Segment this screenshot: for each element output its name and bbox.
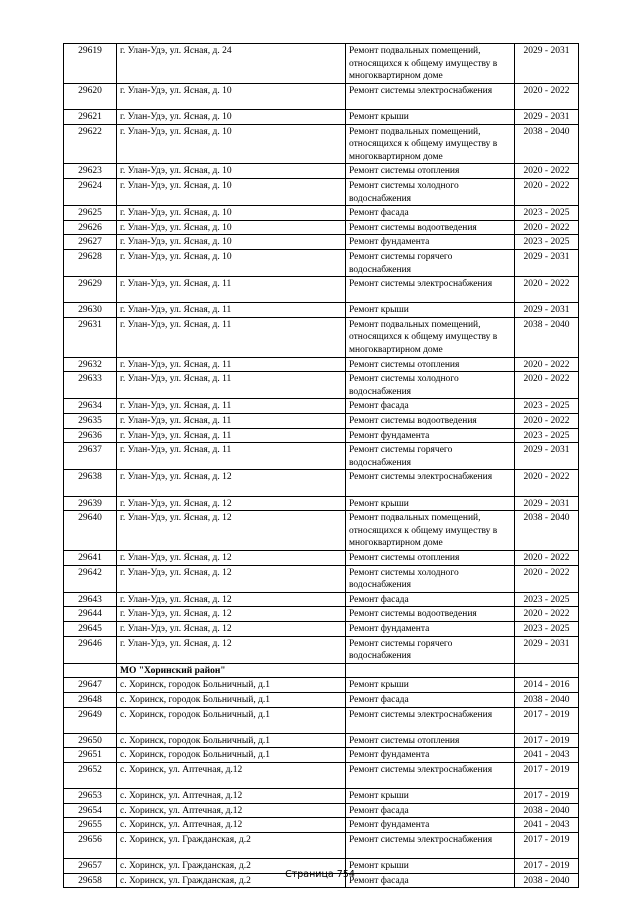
row-address: г. Улан-Удэ, ул. Ясная, д. 10: [117, 178, 346, 205]
row-address: г. Улан-Удэ, ул. Ясная, д. 12: [117, 511, 346, 551]
row-number: 29620: [64, 83, 117, 109]
row-number: 29654: [64, 803, 117, 818]
row-period: 2038 - 2040: [515, 692, 579, 707]
row-number: 29655: [64, 818, 117, 833]
row-period: 2029 - 2031: [515, 303, 579, 318]
row-work-type: Ремонт системы электроснабжения: [346, 83, 515, 109]
table-row: [64, 607, 579, 622]
row-work-type: Ремонт системы горячего водоснабжения: [346, 249, 515, 276]
row-period: 2020 - 2022: [515, 178, 579, 205]
table-row: [64, 178, 579, 205]
row-number: 29631: [64, 317, 117, 357]
row-work-type: Ремонт системы отопления: [346, 550, 515, 565]
row-work-type: Ремонт крыши: [346, 303, 515, 318]
section-period-cell: [515, 663, 579, 678]
row-number: 29639: [64, 496, 117, 511]
row-work-type: Ремонт фундамента: [346, 235, 515, 250]
row-number: 29635: [64, 414, 117, 429]
row-work-type: Ремонт фундамента: [346, 818, 515, 833]
table-row: [64, 707, 579, 733]
row-number: 29640: [64, 511, 117, 551]
row-period: 2029 - 2031: [515, 249, 579, 276]
row-address: г. Улан-Удэ, ул. Ясная, д. 12: [117, 636, 346, 663]
table-row: [64, 621, 579, 636]
row-period: 2020 - 2022: [515, 277, 579, 303]
table-row: [64, 428, 579, 443]
row-number: 29633: [64, 372, 117, 399]
row-address: г. Улан-Удэ, ул. Ясная, д. 10: [117, 124, 346, 164]
row-period: 2041 - 2043: [515, 748, 579, 763]
table-row: [64, 443, 579, 470]
row-address: г. Улан-Удэ, ул. Ясная, д. 12: [117, 496, 346, 511]
table-row: [64, 803, 579, 818]
row-number: 29644: [64, 607, 117, 622]
row-period: 2023 - 2025: [515, 235, 579, 250]
row-period: 2017 - 2019: [515, 707, 579, 733]
table-row: [64, 636, 579, 663]
row-number: 29652: [64, 762, 117, 788]
row-work-type: Ремонт системы горячего водоснабжения: [346, 443, 515, 470]
row-period: 2023 - 2025: [515, 592, 579, 607]
row-address: г. Улан-Удэ, ул. Ясная, д. 10: [117, 109, 346, 124]
page-number: Страница 754: [285, 869, 355, 880]
table-row: [64, 357, 579, 372]
row-work-type: Ремонт подвальных помещений, относящихся к общему имуществу в многоквартирном доме: [346, 124, 515, 164]
row-period: 2020 - 2022: [515, 357, 579, 372]
row-period: 2029 - 2031: [515, 109, 579, 124]
table-row: [64, 303, 579, 318]
row-work-type: Ремонт системы водоотведения: [346, 220, 515, 235]
table-row: [64, 206, 579, 221]
row-work-type: Ремонт системы холодного водоснабжения: [346, 178, 515, 205]
row-work-type: Ремонт системы электроснабжения: [346, 707, 515, 733]
row-work-type: Ремонт системы электроснабжения: [346, 470, 515, 496]
row-period: 2020 - 2022: [515, 83, 579, 109]
row-number: 29630: [64, 303, 117, 318]
row-number: 29641: [64, 550, 117, 565]
row-address: г. Улан-Удэ, ул. Ясная, д. 12: [117, 607, 346, 622]
row-period: 2017 - 2019: [515, 733, 579, 748]
row-address: г. Улан-Удэ, ул. Ясная, д. 10: [117, 249, 346, 276]
section-work-cell: [346, 663, 515, 678]
section-title: МО "Хоринский район": [117, 663, 346, 678]
row-number: 29648: [64, 692, 117, 707]
row-work-type: Ремонт фасада: [346, 803, 515, 818]
row-address: г. Улан-Удэ, ул. Ясная, д. 10: [117, 220, 346, 235]
row-work-type: Ремонт крыши: [346, 789, 515, 804]
row-number: 29638: [64, 470, 117, 496]
row-address: г. Улан-Удэ, ул. Ясная, д. 12: [117, 565, 346, 592]
row-period: 2023 - 2025: [515, 399, 579, 414]
row-address: г. Улан-Удэ, ул. Ясная, д. 12: [117, 621, 346, 636]
row-period: 2023 - 2025: [515, 621, 579, 636]
table-row: [64, 372, 579, 399]
row-period: 2017 - 2019: [515, 859, 579, 874]
row-work-type: Ремонт фундамента: [346, 428, 515, 443]
row-number: 29657: [64, 859, 117, 874]
row-address: г. Улан-Удэ, ул. Ясная, д. 11: [117, 428, 346, 443]
row-address: с. Хоринск, ул. Гражданская, д.2: [117, 859, 346, 874]
row-number: 29646: [64, 636, 117, 663]
table-row: [64, 748, 579, 763]
row-work-type: Ремонт подвальных помещений, относящихся к общему имуществу в многоквартирном доме: [346, 511, 515, 551]
table-row: [64, 164, 579, 179]
row-period: 2020 - 2022: [515, 565, 579, 592]
row-address: с. Хоринск, ул. Аптечная, д.12: [117, 789, 346, 804]
row-address: с. Хоринск, городок Больничный, д.1: [117, 678, 346, 693]
row-work-type: Ремонт системы отопления: [346, 357, 515, 372]
row-address: г. Улан-Удэ, ул. Ясная, д. 12: [117, 470, 346, 496]
row-period: 2020 - 2022: [515, 470, 579, 496]
table-row: [64, 692, 579, 707]
row-work-type: Ремонт крыши: [346, 109, 515, 124]
row-number: 29622: [64, 124, 117, 164]
row-number: 29623: [64, 164, 117, 179]
row-address: г. Улан-Удэ, ул. Ясная, д. 11: [117, 303, 346, 318]
row-period: 2020 - 2022: [515, 607, 579, 622]
row-period: 2038 - 2040: [515, 803, 579, 818]
row-period: 2017 - 2019: [515, 762, 579, 788]
table-row: [64, 496, 579, 511]
table-row: [64, 511, 579, 551]
row-work-type: Ремонт фасада: [346, 692, 515, 707]
row-period: 2017 - 2019: [515, 832, 579, 858]
row-period: 2020 - 2022: [515, 220, 579, 235]
table-row: [64, 414, 579, 429]
row-number: 29645: [64, 621, 117, 636]
row-period: 2029 - 2031: [515, 44, 579, 84]
row-number: 29650: [64, 733, 117, 748]
row-work-type: Ремонт системы электроснабжения: [346, 277, 515, 303]
row-period: 2038 - 2040: [515, 873, 579, 888]
row-number: 29647: [64, 678, 117, 693]
row-work-type: Ремонт фасада: [346, 873, 515, 888]
row-number: 29636: [64, 428, 117, 443]
row-address: г. Улан-Удэ, ул. Ясная, д. 11: [117, 317, 346, 357]
row-period: 2038 - 2040: [515, 124, 579, 164]
table-row: [64, 733, 579, 748]
table-row: [64, 220, 579, 235]
row-number: 29637: [64, 443, 117, 470]
row-address: г. Улан-Удэ, ул. Ясная, д. 11: [117, 399, 346, 414]
row-period: 2023 - 2025: [515, 428, 579, 443]
row-work-type: Ремонт крыши: [346, 678, 515, 693]
row-address: г. Улан-Удэ, ул. Ясная, д. 11: [117, 414, 346, 429]
row-address: с. Хоринск, городок Больничный, д.1: [117, 692, 346, 707]
table-row: [64, 44, 579, 84]
table-row: [64, 832, 579, 858]
row-work-type: Ремонт подвальных помещений, относящихся к общему имуществу в многоквартирном доме: [346, 44, 515, 84]
row-address: г. Улан-Удэ, ул. Ясная, д. 10: [117, 206, 346, 221]
section-row: [64, 663, 579, 678]
table-row: [64, 818, 579, 833]
table-row: [64, 678, 579, 693]
row-period: 2029 - 2031: [515, 636, 579, 663]
row-work-type: Ремонт системы холодного водоснабжения: [346, 372, 515, 399]
row-period: 2020 - 2022: [515, 164, 579, 179]
row-work-type: Ремонт системы холодного водоснабжения: [346, 565, 515, 592]
row-address: с. Хоринск, ул. Аптечная, д.12: [117, 762, 346, 788]
row-number: 29619: [64, 44, 117, 84]
row-number: 29649: [64, 707, 117, 733]
row-address: г. Улан-Удэ, ул. Ясная, д. 10: [117, 83, 346, 109]
row-address: г. Улан-Удэ, ул. Ясная, д. 11: [117, 443, 346, 470]
row-address: г. Улан-Удэ, ул. Ясная, д. 10: [117, 235, 346, 250]
row-period: 2020 - 2022: [515, 550, 579, 565]
row-number: 29643: [64, 592, 117, 607]
row-address: с. Хоринск, городок Больничный, д.1: [117, 748, 346, 763]
row-address: с. Хоринск, городок Больничный, д.1: [117, 733, 346, 748]
row-period: 2014 - 2016: [515, 678, 579, 693]
row-period: 2020 - 2022: [515, 414, 579, 429]
table-row: [64, 399, 579, 414]
row-work-type: Ремонт фундамента: [346, 621, 515, 636]
row-number: 29642: [64, 565, 117, 592]
table-row: [64, 83, 579, 109]
row-address: г. Улан-Удэ, ул. Ясная, д. 11: [117, 372, 346, 399]
row-period: 2041 - 2043: [515, 818, 579, 833]
row-period: 2029 - 2031: [515, 443, 579, 470]
row-address: с. Хоринск, городок Больничный, д.1: [117, 707, 346, 733]
table-row: [64, 109, 579, 124]
row-address: г. Улан-Удэ, ул. Ясная, д. 11: [117, 277, 346, 303]
table-row: [64, 592, 579, 607]
registry-table: [63, 43, 579, 888]
table-row: [64, 249, 579, 276]
table-body: [64, 44, 579, 888]
row-work-type: Ремонт фасада: [346, 592, 515, 607]
row-work-type: Ремонт фасада: [346, 206, 515, 221]
table-row: [64, 550, 579, 565]
row-work-type: Ремонт системы водоотведения: [346, 607, 515, 622]
row-number: 29621: [64, 109, 117, 124]
row-period: 2020 - 2022: [515, 372, 579, 399]
row-number: 29651: [64, 748, 117, 763]
row-work-type: Ремонт фасада: [346, 399, 515, 414]
section-num-cell: [64, 663, 117, 678]
row-number: 29658: [64, 873, 117, 888]
row-period: 2038 - 2040: [515, 317, 579, 357]
row-number: 29632: [64, 357, 117, 372]
row-work-type: Ремонт системы электроснабжения: [346, 832, 515, 858]
row-period: 2038 - 2040: [515, 511, 579, 551]
table-row: [64, 277, 579, 303]
row-work-type: Ремонт фундамента: [346, 748, 515, 763]
row-number: 29656: [64, 832, 117, 858]
row-number: 29629: [64, 277, 117, 303]
row-work-type: Ремонт крыши: [346, 859, 515, 874]
table-row: [64, 470, 579, 496]
row-address: г. Улан-Удэ, ул. Ясная, д. 11: [117, 357, 346, 372]
row-number: 29624: [64, 178, 117, 205]
table-row: [64, 124, 579, 164]
row-address: с. Хоринск, ул. Гражданская, д.2: [117, 832, 346, 858]
row-address: с. Хоринск, ул. Аптечная, д.12: [117, 803, 346, 818]
row-address: г. Улан-Удэ, ул. Ясная, д. 24: [117, 44, 346, 84]
row-number: 29625: [64, 206, 117, 221]
row-work-type: Ремонт крыши: [346, 496, 515, 511]
row-address: г. Улан-Удэ, ул. Ясная, д. 10: [117, 164, 346, 179]
row-work-type: Ремонт системы отопления: [346, 164, 515, 179]
table-row: [64, 762, 579, 788]
row-number: 29628: [64, 249, 117, 276]
row-address: г. Улан-Удэ, ул. Ясная, д. 12: [117, 592, 346, 607]
row-work-type: Ремонт подвальных помещений, относящихся к общему имуществу в многоквартирном доме: [346, 317, 515, 357]
row-number: 29627: [64, 235, 117, 250]
row-period: 2017 - 2019: [515, 789, 579, 804]
row-work-type: Ремонт системы водоотведения: [346, 414, 515, 429]
table-row: [64, 789, 579, 804]
row-address: г. Улан-Удэ, ул. Ясная, д. 12: [117, 550, 346, 565]
table-row: [64, 317, 579, 357]
row-address: с. Хоринск, ул. Гражданская, д.2: [117, 873, 346, 888]
table-row: [64, 565, 579, 592]
row-work-type: Ремонт системы горячего водоснабжения: [346, 636, 515, 663]
row-number: 29634: [64, 399, 117, 414]
row-work-type: Ремонт системы отопления: [346, 733, 515, 748]
table-row: [64, 235, 579, 250]
row-period: 2023 - 2025: [515, 206, 579, 221]
row-number: 29653: [64, 789, 117, 804]
row-work-type: Ремонт системы электроснабжения: [346, 762, 515, 788]
row-period: 2029 - 2031: [515, 496, 579, 511]
row-number: 29626: [64, 220, 117, 235]
row-address: с. Хоринск, ул. Аптечная, д.12: [117, 818, 346, 833]
